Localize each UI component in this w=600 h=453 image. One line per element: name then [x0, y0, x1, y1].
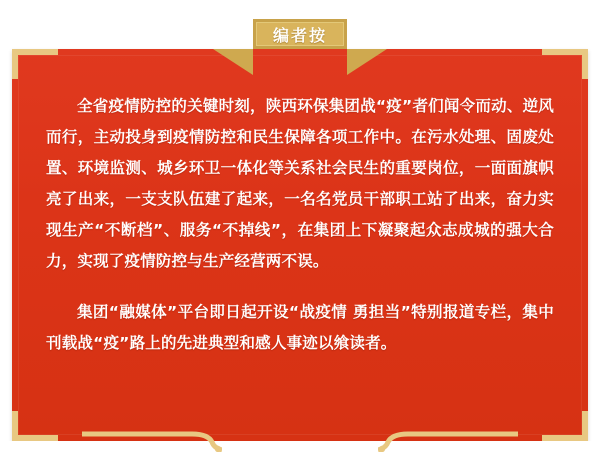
corner-ornament-bottom-left-icon	[12, 411, 58, 441]
ribbon-tail-left-icon	[213, 49, 253, 75]
ribbon-tail-right-icon	[347, 49, 387, 75]
corner-ornament-top-left-icon	[12, 49, 58, 79]
flourish-left-icon	[82, 430, 222, 452]
paragraph-1: 全省疫情防控的关键时刻，陕西环保集团战“疫”者们闻令而动、逆风而行，主动投身到疫情防控和民生保障各项工作中。在污水处理、固废处置、环境监测、城乡环卫一体化等关系社会民生的重要岗位，一面面旗帜亮了出来，一支支队伍建了起来，一名名党员干部职工站了出来，奋力实现生产“不断档”、服务“不掉线”，在集团上下凝聚起众志成城的强大合力，实现了疫情防控与生产经营两不误。	[46, 97, 554, 270]
editor-note-ribbon	[253, 19, 347, 49]
corner-ornament-bottom-right-icon	[542, 411, 588, 441]
content-panel	[12, 49, 588, 441]
flourish-right-icon	[378, 430, 518, 452]
ribbon-label: 编者按	[272, 27, 327, 45]
paragraph-2: 集团“融媒体”平台即日起开设“战疫情 勇担当”特别报道专栏，集中刊载战“疫”路上的先进典型和感人事迹以飨读者。	[46, 303, 554, 352]
article-body	[46, 91, 554, 359]
corner-ornament-top-right-icon	[542, 49, 588, 79]
